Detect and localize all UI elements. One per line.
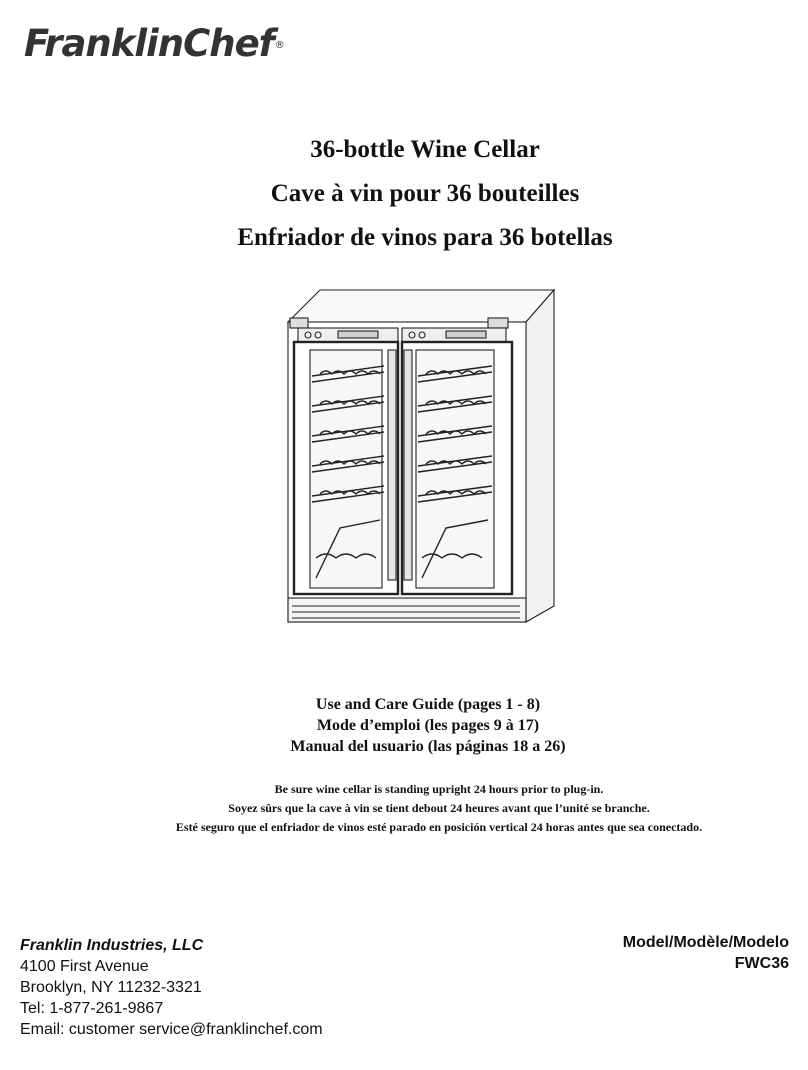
model-label: Model/Modèle/Modelo — [622, 934, 789, 951]
guide-block — [0, 694, 808, 757]
registered-mark: ® — [274, 40, 284, 51]
address-line-1: 4100 First Avenue — [20, 958, 149, 975]
model-info — [623, 932, 789, 974]
title-french: Cave à vin pour 36 bouteilles — [270, 180, 580, 207]
phone-number: Tel: 1-877-261-9867 — [20, 1000, 164, 1017]
notice-french: Soyez sûrs que la cave à vin se tient debout 24 heures avant que l’unité se branche. — [228, 801, 650, 815]
notice-english: Be sure wine cellar is standing upright 24 hours prior to plug-in. — [274, 782, 604, 796]
guide-french: Mode d’emploi (les pages 9 à 17) — [316, 717, 540, 734]
wine-cellar-illustration — [280, 288, 570, 644]
company-name: Franklin Industries, LLC — [20, 937, 204, 954]
brand-logo — [24, 22, 283, 65]
cabinet-side — [526, 290, 554, 622]
model-number: FWC36 — [734, 955, 789, 972]
title-block — [0, 128, 808, 260]
company-address — [20, 935, 323, 1040]
title-spanish: Enfriador de vinos para 36 botellas — [237, 224, 613, 251]
glass-left — [310, 350, 382, 588]
handle-right — [404, 350, 412, 580]
address-line-2: Brooklyn, NY 11232-3321 — [20, 979, 202, 996]
hinge-right — [488, 318, 508, 328]
email-address: Email: customer service@franklinchef.com — [20, 1021, 323, 1038]
guide-spanish: Manual del usuario (las páginas 18 a 26) — [290, 738, 566, 755]
hinge-left — [290, 318, 308, 328]
guide-english: Use and Care Guide (pages 1 - 8) — [315, 696, 541, 713]
cabinet-top — [288, 290, 554, 322]
handle-left — [388, 350, 396, 580]
brand-name: FranklinChef — [24, 22, 274, 65]
glass-right — [416, 350, 494, 588]
title-english: 36-bottle Wine Cellar — [310, 136, 540, 163]
setup-notice — [0, 780, 808, 837]
notice-spanish: Esté seguro que el enfriador de vinos esté parado en posición vertical 24 horas antes que sea conectado. — [175, 820, 703, 834]
